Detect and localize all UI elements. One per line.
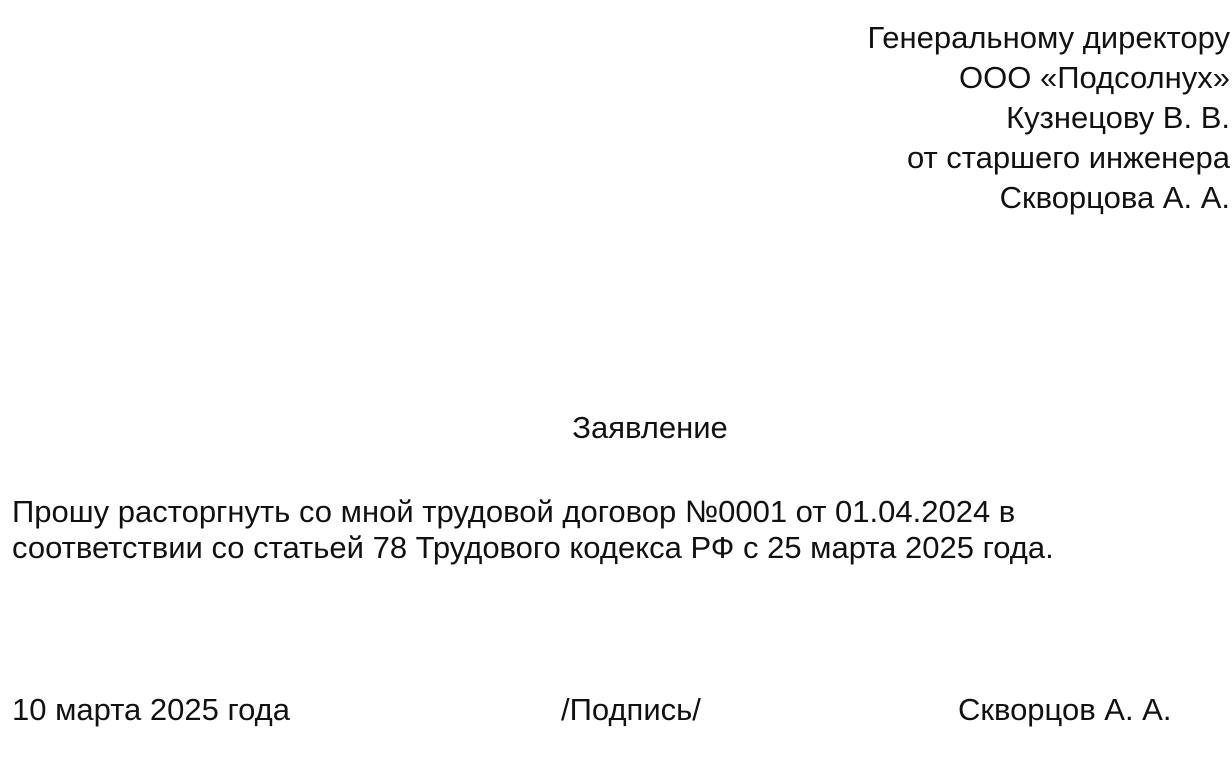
addressee-block — [868, 18, 1230, 218]
footer-name: Скворцов А. А. — [958, 692, 1172, 727]
footer-date: 10 марта 2025 года — [12, 692, 291, 727]
document-title: Заявление — [572, 410, 728, 445]
body-line: соответствии со статьей 78 Трудового кодекса РФ с 25 марта 2025 года. — [12, 530, 1054, 565]
body-line: Прошу расторгнуть со мной трудовой договор №0001 от 01.04.2024 в — [12, 494, 1016, 529]
document-title-container — [0, 408, 1232, 448]
letter-body — [12, 494, 1054, 566]
addressee-line: Кузнецову В. В. — [1006, 100, 1230, 135]
addressee-line: Генеральному директору — [867, 20, 1230, 55]
addressee-line: ООО «Подсолнух» — [959, 60, 1230, 95]
addressee-line: от старшего инженера — [906, 140, 1230, 175]
addressee-line: Скворцова А. А. — [999, 180, 1230, 215]
footer-signature: /Подпись/ — [561, 692, 701, 727]
